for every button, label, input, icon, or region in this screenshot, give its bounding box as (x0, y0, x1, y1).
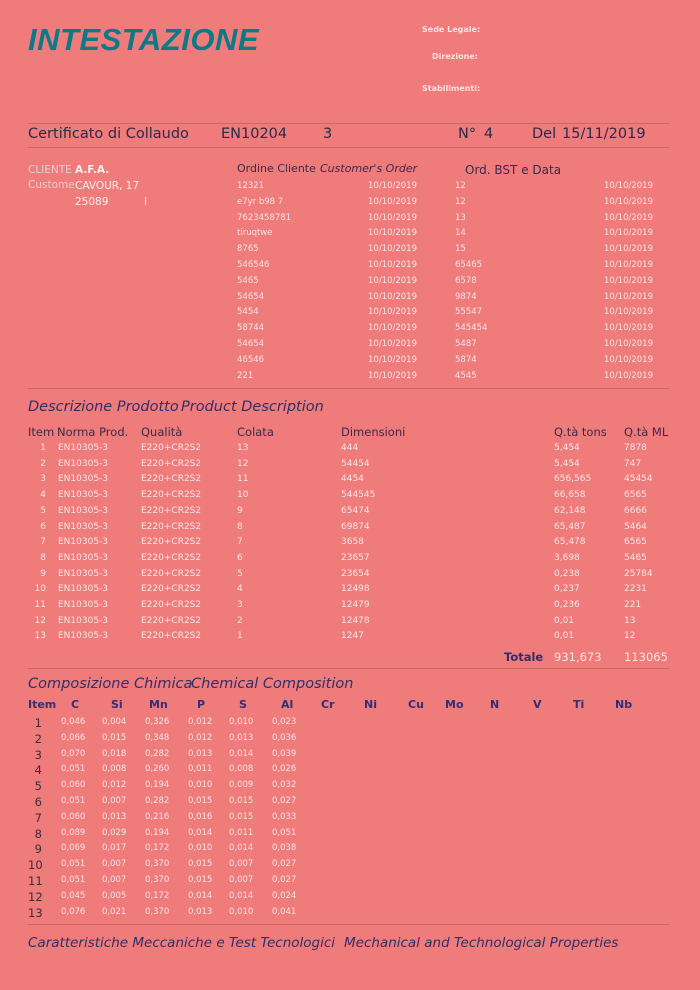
chemical-value: 0,039 (272, 748, 297, 759)
product-colata: 6 (237, 552, 243, 563)
certificate-label: Certificato di Collaudo (28, 126, 189, 142)
chemical-value: 0,370 (145, 875, 170, 885)
product-ml: 747 (624, 458, 642, 469)
order-bst-number: 545454 (455, 323, 488, 334)
total-ml: 113065 (624, 650, 668, 664)
chemical-header-si: Si (111, 698, 123, 711)
order-client-date: 10/10/2019 (368, 307, 417, 318)
divider (28, 388, 670, 389)
product-norma: EN10305-3 (58, 458, 109, 469)
product-header-colata: Colata (237, 425, 274, 439)
mechanical-section-title-en: Mechanical and Technological Properties (344, 935, 619, 951)
product-dimensioni: 4454 (341, 474, 364, 485)
customers-order-label: Customer's Order (320, 162, 418, 175)
product-ml: 7878 (624, 443, 647, 453)
chemical-header-v: V (533, 698, 542, 711)
product-dimensioni: 1247 (341, 631, 364, 642)
chemical-header-mo: Mo (445, 698, 464, 711)
chemical-value: 0,011 (188, 764, 213, 775)
product-dimensioni: 12478 (341, 615, 370, 626)
divider (28, 924, 670, 925)
product-ml: 6565 (624, 537, 647, 548)
order-bst-number: 4545 (455, 370, 477, 381)
product-item: 11 (34, 600, 46, 610)
product-ml: 25784 (624, 568, 653, 579)
divider (28, 123, 670, 124)
chemical-value: 0,008 (229, 764, 254, 775)
chemical-item: 3 (34, 747, 42, 762)
product-qualita: E220+CR2S2 (141, 584, 202, 595)
product-colata: 13 (237, 443, 249, 453)
order-bst-date: 10/10/2019 (604, 339, 653, 349)
product-tons: 0,238 (554, 568, 580, 579)
order-client-number: 58744 (237, 323, 265, 334)
chemical-value: 0,013 (102, 811, 127, 822)
chemical-value: 0,216 (145, 811, 170, 822)
order-client-number: 54654 (237, 339, 265, 349)
order-bst-number: 5874 (455, 354, 477, 365)
product-tons: 5,454 (554, 458, 580, 469)
chemical-value: 0,017 (102, 843, 127, 854)
product-header-dimensioni: Dimensioni (341, 425, 406, 439)
order-client-date: 10/10/2019 (368, 323, 417, 334)
order-client-number: 12321 (237, 181, 265, 191)
order-client-label: Ordine Cliente (237, 162, 316, 175)
chemical-value: 0,029 (102, 827, 127, 838)
product-norma: EN10305-3 (58, 537, 109, 548)
product-tons: 0,236 (554, 600, 580, 610)
chemical-value: 0,036 (272, 732, 297, 743)
chemical-value: 0,007 (102, 796, 127, 806)
chemical-item: 12 (28, 889, 43, 904)
product-dimensioni: 65474 (341, 505, 370, 516)
order-bst-date: 10/10/2019 (604, 228, 653, 239)
product-item: 7 (40, 537, 46, 548)
order-client-date: 10/10/2019 (368, 181, 417, 191)
order-client-date: 10/10/2019 (368, 339, 417, 349)
order-client-number: 8765 (237, 244, 259, 255)
product-item: 12 (34, 615, 46, 626)
order-bst-number: 55547 (455, 307, 483, 318)
chemical-value: 0,013 (188, 748, 213, 759)
order-client-number: 7623458781 (237, 212, 292, 223)
product-tons: 62,148 (554, 505, 586, 516)
product-colata: 11 (237, 474, 249, 485)
certificate-type: 3 (323, 126, 333, 142)
chemical-value: 0,012 (188, 732, 213, 743)
product-item: 1 (40, 443, 46, 453)
divider (28, 668, 670, 669)
chemical-value: 0,051 (61, 875, 86, 885)
chemical-header-item: Item (28, 698, 57, 711)
product-ml: 5465 (624, 552, 647, 563)
product-ml: 6565 (624, 490, 647, 501)
product-colata: 4 (237, 584, 243, 595)
chemical-header-c: C (71, 698, 80, 711)
order-bst-number: 65465 (455, 260, 483, 270)
chemical-value: 0,013 (188, 906, 213, 917)
chemical-value: 0,370 (145, 859, 170, 870)
chemical-value: 0,008 (102, 764, 127, 775)
client-city: I (144, 196, 148, 208)
chemical-value: 0,014 (229, 748, 254, 759)
chemical-value: 0,010 (229, 906, 254, 917)
product-qualita: E220+CR2S2 (141, 505, 202, 516)
chemical-header-n: N (490, 698, 500, 711)
chemical-value: 0,282 (145, 796, 170, 806)
chemical-header-s: S (239, 698, 247, 711)
product-header-ml: Q.tà ML (624, 425, 669, 439)
product-item: 6 (40, 521, 46, 532)
product-item: 3 (40, 474, 46, 485)
certificate-number: 4 (484, 126, 494, 142)
product-tons: 0,237 (554, 584, 580, 595)
product-qualita: E220+CR2S2 (141, 568, 202, 579)
product-header-item: Item (28, 425, 55, 439)
chemical-value: 0,018 (102, 748, 127, 759)
chemical-value: 0,060 (61, 780, 86, 791)
product-norma: EN10305-3 (58, 600, 109, 610)
order-bst-date: 10/10/2019 (604, 354, 653, 365)
order-client-date: 10/10/2019 (368, 260, 417, 270)
product-tons: 66,658 (554, 490, 586, 501)
chemical-header-al: Al (281, 698, 294, 711)
chemical-value: 0,009 (229, 780, 254, 791)
total-label: Totale (504, 650, 544, 664)
order-client-number: 221 (237, 370, 254, 381)
product-dimensioni: 12498 (341, 584, 370, 595)
client-label: CLIENTE (28, 164, 72, 176)
chemical-value: 0,027 (272, 859, 297, 870)
order-bst-number: 5487 (455, 339, 477, 349)
chemical-value: 0,076 (61, 906, 86, 917)
product-norma: EN10305-3 (58, 474, 109, 485)
order-bst-date: 10/10/2019 (604, 307, 653, 318)
product-section-title-en: Product Description (181, 399, 324, 415)
product-colata: 8 (237, 521, 243, 532)
order-bst-number: 12 (455, 196, 466, 207)
chemical-item: 13 (28, 905, 43, 920)
product-item: 4 (40, 490, 46, 501)
product-colata: 9 (237, 505, 243, 516)
product-qualita: E220+CR2S2 (141, 458, 202, 469)
chemical-value: 0,260 (145, 764, 170, 775)
chemical-item: 10 (28, 858, 43, 873)
product-item: 8 (40, 552, 46, 563)
product-norma: EN10305-3 (58, 490, 109, 501)
order-bst-date: 10/10/2019 (604, 370, 653, 381)
order-client-number: 5454 (237, 307, 259, 318)
product-colata: 3 (237, 600, 243, 610)
chemical-value: 0,013 (229, 732, 254, 743)
order-client-number: tiruqtwe (237, 228, 273, 239)
chemical-value: 0,041 (272, 906, 297, 917)
mechanical-section-title-it: Caratteristiche Meccaniche e Test Tecnologici (28, 935, 336, 951)
order-bst-date: 10/10/2019 (604, 275, 653, 286)
chemical-header-cr: Cr (321, 698, 335, 711)
order-client-number: 546546 (237, 260, 270, 270)
order-client-date: 10/10/2019 (368, 275, 417, 286)
order-client-date: 10/10/2019 (368, 370, 417, 381)
chemical-value: 0,326 (145, 717, 170, 727)
order-bst-number: 6578 (455, 275, 477, 286)
product-qualita: E220+CR2S2 (141, 490, 202, 501)
product-item: 13 (34, 631, 46, 642)
product-qualita: E220+CR2S2 (141, 600, 202, 610)
chemical-value: 0,194 (145, 827, 170, 838)
chemical-value: 0,046 (61, 717, 86, 727)
product-norma: EN10305-3 (58, 631, 109, 642)
product-tons: 5,454 (554, 443, 580, 453)
order-client-number: 5465 (237, 275, 259, 286)
chemical-value: 0,015 (188, 796, 213, 806)
chemical-value: 0,051 (61, 764, 86, 775)
product-qualita: E220+CR2S2 (141, 631, 202, 642)
product-norma: EN10305-3 (58, 443, 109, 453)
chemical-value: 0,370 (145, 906, 170, 917)
product-ml: 13 (624, 615, 636, 626)
certificate-standard: EN10204 (221, 126, 288, 142)
product-norma: EN10305-3 (58, 521, 109, 532)
chemical-value: 0,015 (188, 859, 213, 870)
product-ml: 221 (624, 600, 642, 610)
order-bst-date: 10/10/2019 (604, 181, 653, 191)
product-norma: EN10305-3 (58, 505, 109, 516)
product-norma: EN10305-3 (58, 552, 109, 563)
chemical-value: 0,051 (61, 796, 86, 806)
order-bst-date: 10/10/2019 (604, 323, 653, 334)
chemical-value: 0,012 (188, 717, 213, 727)
order-client-number: e7yr b98 7 (237, 196, 284, 207)
product-ml: 45454 (624, 474, 653, 485)
chemical-value: 0,012 (102, 780, 127, 791)
order-bst-number: 14 (455, 228, 466, 239)
order-client-number: 54654 (237, 291, 265, 302)
chemical-item: 5 (34, 779, 42, 794)
chemical-value: 0,027 (272, 796, 297, 806)
order-client-date: 10/10/2019 (368, 354, 417, 365)
chemical-value: 0,024 (272, 890, 297, 901)
chemical-header-ni: Ni (364, 698, 377, 711)
chemical-value: 0,015 (229, 796, 254, 806)
product-dimensioni: 444 (341, 443, 359, 453)
total-tons: 931,673 (554, 650, 602, 664)
chemical-value: 0,282 (145, 748, 170, 759)
product-ml: 2231 (624, 584, 647, 595)
order-bst-number: 9874 (455, 291, 477, 302)
product-tons: 65,487 (554, 521, 586, 532)
chemical-value: 0,038 (272, 843, 297, 854)
client-name: A.F.A. (75, 164, 110, 176)
chemical-header-mn: Mn (149, 698, 168, 711)
sede-legale-label: Sede Legale: (422, 25, 481, 34)
chemical-item: 7 (34, 810, 42, 825)
product-ml: 12 (624, 631, 636, 642)
order-bst-number: 12 (455, 181, 466, 191)
product-header-norma: Norma Prod. (57, 425, 129, 439)
product-qualita: E220+CR2S2 (141, 537, 202, 548)
product-dimensioni: 23657 (341, 552, 370, 563)
product-qualita: E220+CR2S2 (141, 615, 202, 626)
product-colata: 1 (237, 631, 243, 642)
product-header-qualita: Qualità (141, 425, 183, 439)
product-dimensioni: 12479 (341, 600, 370, 610)
chemical-header-cu: Cu (408, 698, 424, 711)
chemical-value: 0,194 (145, 780, 170, 791)
chemical-value: 0,007 (102, 859, 127, 870)
order-bst-number: 13 (455, 212, 466, 223)
order-client-date: 10/10/2019 (368, 212, 417, 223)
chemical-value: 0,070 (61, 748, 86, 759)
product-dimensioni: 23654 (341, 568, 370, 579)
product-dimensioni: 54454 (341, 458, 370, 469)
product-tons: 656,565 (554, 474, 592, 485)
product-colata: 12 (237, 458, 249, 469)
chemical-header-p: P (197, 698, 206, 711)
chemical-item: 8 (34, 826, 42, 841)
document-title: INTESTAZIONE (28, 22, 260, 57)
product-tons: 0,01 (554, 615, 575, 626)
chemical-value: 0,051 (272, 827, 297, 838)
order-bst-number: 15 (455, 244, 466, 255)
product-ml: 6666 (624, 505, 647, 516)
chemical-value: 0,051 (61, 859, 86, 870)
order-bst-date: 10/10/2019 (604, 291, 653, 302)
chemical-value: 0,014 (229, 890, 254, 901)
product-qualita: E220+CR2S2 (141, 443, 202, 453)
order-bst-date: 10/10/2019 (604, 196, 653, 207)
product-item: 2 (40, 458, 46, 469)
chemical-value: 0,015 (102, 732, 127, 743)
chemical-value: 0,172 (145, 843, 170, 854)
chemical-item: 1 (34, 716, 42, 730)
product-norma: EN10305-3 (58, 568, 109, 579)
direzione-label: Direzione: (432, 52, 478, 61)
certificate-date: 15/11/2019 (562, 126, 646, 142)
product-ml: 5464 (624, 521, 647, 532)
product-item: 5 (40, 505, 46, 516)
product-dimensioni: 3658 (341, 537, 364, 548)
divider (28, 147, 670, 148)
client-zip: 25089 (75, 196, 109, 208)
order-client-number: 46546 (237, 354, 265, 365)
chemical-section-title-it: Composizione Chimica (28, 676, 193, 692)
product-norma: EN10305-3 (58, 584, 109, 595)
order-client-date: 10/10/2019 (368, 244, 417, 255)
product-dimensioni: 544545 (341, 490, 376, 501)
chemical-value: 0,066 (61, 732, 86, 743)
chemical-value: 0,015 (188, 875, 213, 885)
product-colata: 7 (237, 537, 243, 548)
chemical-value: 0,016 (188, 811, 213, 822)
product-item: 9 (40, 568, 46, 579)
stabilimenti-label: Stabilimenti: (422, 84, 481, 93)
order-bst-date: 10/10/2019 (604, 260, 653, 270)
product-tons: 3,698 (554, 552, 580, 563)
chemical-section-title-en: Chemical Composition (191, 676, 354, 692)
chemical-value: 0,172 (145, 890, 170, 901)
chemical-value: 0,014 (188, 827, 213, 838)
product-dimensioni: 69874 (341, 521, 370, 532)
order-client-date: 10/10/2019 (368, 291, 417, 302)
ord-bst-label: Ord. BST e Data (465, 163, 562, 177)
product-qualita: E220+CR2S2 (141, 521, 202, 532)
certificate-date-label: Del (532, 126, 557, 142)
product-qualita: E220+CR2S2 (141, 552, 202, 563)
chemical-value: 0,023 (272, 717, 297, 727)
chemical-value: 0,014 (229, 843, 254, 854)
product-header-tons: Q.tà tons (554, 425, 607, 439)
chemical-item: 6 (34, 795, 42, 809)
chemical-value: 0,010 (229, 717, 254, 727)
chemical-value: 0,014 (188, 890, 213, 901)
order-client-date: 10/10/2019 (368, 228, 417, 239)
chemical-value: 0,069 (61, 843, 86, 854)
product-norma: EN10305-3 (58, 615, 109, 626)
customer-label: Custome (28, 179, 75, 191)
product-tons: 65,478 (554, 537, 586, 548)
chemical-value: 0,021 (102, 906, 127, 917)
chemical-value: 0,007 (229, 875, 254, 885)
chemical-value: 0,011 (229, 827, 254, 838)
product-colata: 5 (237, 568, 243, 579)
chemical-item: 4 (34, 763, 42, 778)
product-tons: 0,01 (554, 631, 575, 642)
chemical-header-ti: Ti (573, 698, 585, 711)
chemical-item: 9 (34, 842, 42, 857)
chemical-value: 0,060 (61, 811, 86, 822)
product-section-title-it: Descrizione Prodotto (28, 399, 179, 415)
chemical-value: 0,045 (61, 890, 86, 901)
chemical-value: 0,032 (272, 780, 297, 791)
chemical-header-nb: Nb (615, 698, 633, 711)
chemical-item: 2 (34, 731, 42, 746)
order-bst-date: 10/10/2019 (604, 244, 653, 255)
order-bst-date: 10/10/2019 (604, 212, 653, 223)
product-colata: 10 (237, 490, 249, 501)
product-qualita: E220+CR2S2 (141, 474, 202, 485)
chemical-value: 0,033 (272, 811, 297, 822)
chemical-value: 0,004 (102, 717, 127, 727)
client-address: CAVOUR, 17 (75, 180, 140, 192)
product-item: 10 (34, 584, 46, 595)
chemical-value: 0,027 (272, 875, 297, 885)
chemical-value: 0,015 (229, 811, 254, 822)
order-client-date: 10/10/2019 (368, 196, 417, 207)
chemical-value: 0,007 (229, 859, 254, 870)
chemical-value: 0,348 (145, 732, 170, 743)
chemical-value: 0,089 (61, 827, 86, 838)
chemical-value: 0,010 (188, 780, 213, 791)
chemical-value: 0,010 (188, 843, 213, 854)
chemical-value: 0,026 (272, 764, 297, 775)
chemical-value: 0,005 (102, 890, 127, 901)
product-colata: 2 (237, 615, 243, 626)
chemical-value: 0,007 (102, 875, 127, 885)
chemical-item: 11 (28, 874, 43, 888)
certificate-number-label: N° (458, 126, 477, 142)
